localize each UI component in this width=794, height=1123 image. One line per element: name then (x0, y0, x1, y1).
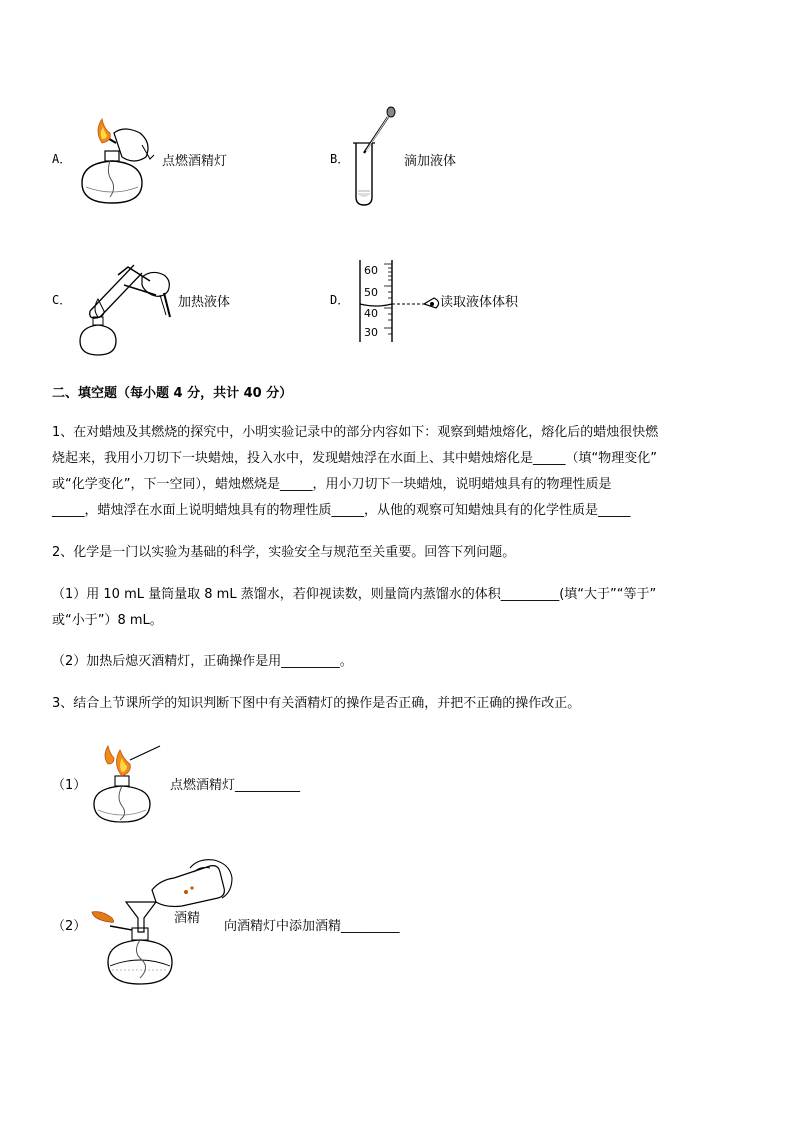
q3-item2-number: （2） (52, 919, 87, 934)
option-c-label: 加热液体 (178, 295, 231, 310)
option-b-letter: B． (330, 152, 350, 166)
q1-line-3: 或“化学变化”，下一空同），蜡烛燃烧是_____，用小刀切下一块蜡烛，说明蜡烛具有的物理性质是 (52, 477, 612, 492)
q3-item1-number: （1） (52, 778, 87, 793)
scale-label-50: 50 (364, 286, 378, 299)
scale-label-40: 40 (364, 307, 378, 320)
q2-sub1-line-1: （1）用 10 mL 量筒量取 8 mL 蒸馏水，若仰视读数，则量筒内蒸馏水的体积_________(填“大于”“等于” (52, 587, 657, 602)
dropper-test-tube-icon (350, 105, 400, 210)
scale-label-30: 30 (364, 326, 378, 339)
q1-line-2: 烧起来，我用小刀切下一块蜡烛，投入水中，发现蜡烛浮在水面上、其中蜡烛熔化是_____（填“物理变化” (52, 451, 657, 466)
option-d-letter: D． (330, 293, 350, 307)
option-d-label: 读取液体体积 (440, 295, 519, 310)
lamp-match-lighting-icon (88, 744, 168, 828)
q2-intro: 2、化学是一门以实验为基础的科学，实验安全与规范至关重要。回答下列问题。 (52, 545, 516, 560)
lamp-adding-alcohol-icon (90, 858, 240, 992)
section-title: 二、填空题（每小题 4 分，共计 40 分） (52, 386, 293, 401)
q1-line-1: 1、在对蜡烛及其燃烧的探究中，小明实验记录中的部分内容如下：观察到蜡烛熔化，熔化后的蜡烛很快燃 (52, 425, 659, 440)
option-c-letter: C． (52, 293, 72, 307)
heating-liquid-icon (72, 255, 182, 360)
q2-sub1-line-2: 或“小于”）8 mL。 (52, 613, 163, 628)
q1-line-4: _____，蜡烛浮在水面上说明蜡烛具有的物理性质_____，从他的观察可知蜡烛具有的化学性质是_____ (52, 503, 631, 518)
option-a-letter: A． (52, 152, 72, 166)
scale-label-60: 60 (364, 264, 378, 277)
option-b-label: 滴加液体 (404, 154, 457, 169)
q3-intro: 3、结合上节课所学的知识判断下图中有关酒精灯的操作是否正确，并把不正确的操作改正。 (52, 696, 581, 711)
q2-sub2: （2）加热后熄灭酒精灯，正确操作是用_________。 (52, 654, 353, 669)
q3-item1-text: 点燃酒精灯__________ (170, 778, 301, 793)
alcohol-bottle-label: 酒精 (174, 911, 201, 926)
option-a-label: 点燃酒精灯 (162, 154, 228, 169)
lamp-lighting-lamp-icon (72, 115, 162, 207)
q3-item2-text: 向酒精灯中添加酒精_________ (224, 919, 400, 934)
